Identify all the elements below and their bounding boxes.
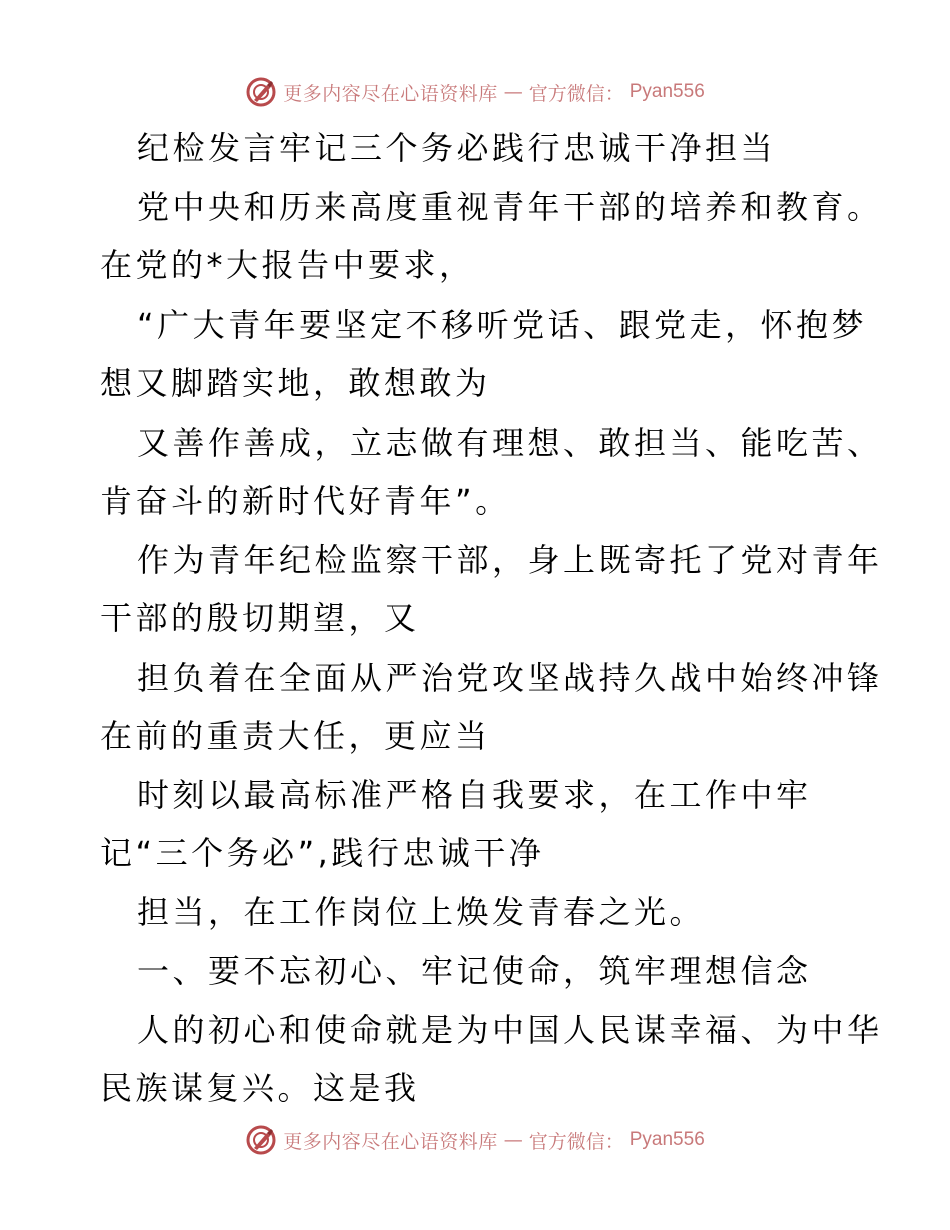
paragraph-line: 担负着在全面从严治党攻坚战持久战中始终冲锋 (137, 659, 883, 697)
paragraph-line: 担当，在工作岗位上焕发青春之光。 (137, 893, 706, 931)
watermark-site-text: 更多内容尽在心语资料库 (283, 1130, 498, 1153)
paragraph-line: “广大青年要坚定不移听党话、跟党走，怀抱梦 (137, 306, 868, 344)
paragraph-line: 在党的*大报告中要求， (100, 246, 475, 284)
watermark-wechat-label: 官方微信： (528, 1130, 624, 1153)
paragraph-line: 肯奋斗的新时代好青年”。 (100, 482, 511, 520)
watermark-wechat-id: Pyan556 (629, 1129, 705, 1150)
paragraph-line: 时刻以最高标准严格自我要求，在工作中牢 (137, 776, 812, 814)
paragraph-line: 在前的重责大任，更应当 (100, 717, 491, 755)
paragraph-line: 记“三个务必”,践行忠诚干净 (100, 834, 545, 872)
paragraph-line: 干部的殷切期望，又 (100, 599, 420, 637)
watermark-separator: — (503, 1129, 523, 1151)
paragraph-line: 民族谋复兴。这是我 (100, 1069, 420, 1107)
paragraph-line: 又善作善成，立志做有理想、敢担当、能吃苦、 (137, 424, 883, 462)
footer-watermark (0, 1120, 950, 1160)
watermark-wechat-id: Pyan556 (629, 81, 705, 102)
section-heading: 一、要不忘初心、牢记使命，筑牢理想信念 (137, 952, 812, 990)
watermark-site-text: 更多内容尽在心语资料库 (283, 82, 498, 105)
paragraph-line: 作为青年纪检监察干部，身上既寄托了党对青年 (137, 541, 883, 579)
seal-logo-icon (245, 1124, 277, 1156)
paragraph-line: 人的初心和使命就是为中国人民谋幸福、为中华 (137, 1011, 883, 1049)
watermark-separator: — (503, 81, 523, 103)
paragraph-line: 想又脚踏实地，敢想敢为 (100, 364, 491, 402)
paragraph-line: 党中央和历来高度重视青年干部的培养和教育。 (137, 188, 883, 226)
watermark-wechat-label: 官方微信： (528, 82, 624, 105)
document-title: 纪检发言牢记三个务必践行忠诚干净担当 (137, 129, 777, 167)
